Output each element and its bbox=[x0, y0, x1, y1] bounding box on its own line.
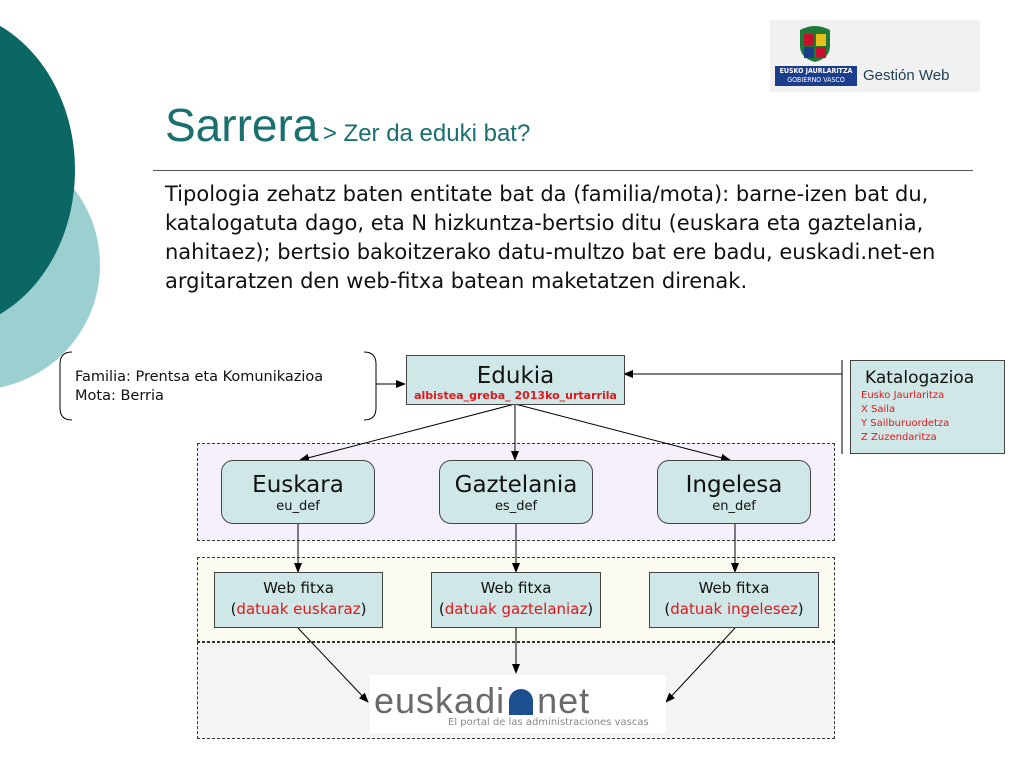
language-box-ingelesa bbox=[657, 460, 811, 524]
webfitxa-box-gaztelania bbox=[431, 572, 601, 628]
euskadi-net-logo bbox=[370, 675, 666, 733]
language-box-gaztelania bbox=[439, 460, 593, 524]
webfitxa-data: datuak euskaraz bbox=[236, 600, 361, 618]
paren-open: ( bbox=[438, 600, 445, 618]
catalog-box bbox=[850, 360, 1005, 454]
portal-dot-icon bbox=[509, 689, 533, 715]
paren-open: ( bbox=[664, 600, 671, 618]
language-code: es_def bbox=[494, 499, 538, 514]
webfitxa-data: datuak ingelesez bbox=[670, 600, 798, 618]
org-line2: GOBIERNO VASCO bbox=[787, 76, 845, 84]
portal-tagline: El portal de las administraciones vascas bbox=[448, 717, 649, 728]
catalog-item: X Saila bbox=[861, 404, 896, 415]
body-paragraph: Tipologia zehatz baten entitate bat da (familia/mota): barne-izen bat du, katalogatuta dago, eta N hizkuntza-bertsio ditu (euskara eta gaztelania, nahitaez); bertsio bakoitzerako datu-multzo bat ere badu, euskadi.net-en argitaratzen den web-fitxa batean maketatzen direnak. bbox=[165, 182, 936, 293]
webfitxa-title: Web fitxa bbox=[698, 579, 770, 597]
language-code: en_def bbox=[712, 499, 756, 514]
language-name: Gaztelania bbox=[454, 472, 578, 498]
content-id: albistea_greba_ 2013ko_urtarrila bbox=[414, 390, 617, 402]
language-box-euskara bbox=[221, 460, 375, 524]
webfitxa-title: Web fitxa bbox=[263, 579, 334, 597]
catalog-item: Z Zuzendaritza bbox=[861, 432, 937, 443]
product-name: Gestión Web bbox=[863, 67, 950, 84]
catalog-title: Katalogazioa bbox=[865, 368, 975, 388]
portal-wordmark bbox=[374, 681, 590, 721]
webfitxa-title: Web fitxa bbox=[480, 579, 552, 597]
type-label: Mota: Berria bbox=[75, 388, 164, 404]
catalog-item: Y Sailburuordetza bbox=[861, 418, 950, 429]
paren-close: ) bbox=[797, 600, 804, 618]
language-name: Ingelesa bbox=[685, 472, 783, 498]
catalog-item: Eusko Jaurlaritza bbox=[861, 390, 945, 401]
title-subtitle: > Zer da eduki bat? bbox=[322, 120, 531, 147]
title-main: Sarrera bbox=[165, 99, 319, 151]
paren-close: ) bbox=[587, 600, 594, 618]
language-code: eu_def bbox=[276, 499, 320, 514]
family-type-label bbox=[75, 368, 323, 406]
paren-close: ) bbox=[360, 600, 367, 618]
webfitxa-box-euskara bbox=[214, 572, 383, 628]
language-name: Euskara bbox=[252, 472, 344, 498]
webfitxa-data-line bbox=[432, 599, 600, 620]
family-label: Familia: Prentsa eta Komunikazioa bbox=[75, 369, 324, 385]
content-box bbox=[406, 355, 625, 405]
content-title: Edukia bbox=[476, 363, 555, 389]
webfitxa-box-ingelesa bbox=[649, 572, 819, 628]
org-line1: EUSKO JAURLARITZA bbox=[779, 67, 853, 75]
webfitxa-data-line bbox=[215, 599, 382, 620]
portal-name-b: net bbox=[537, 680, 591, 721]
webfitxa-data-line bbox=[650, 599, 818, 620]
portal-name-a: euskadi bbox=[374, 680, 506, 721]
webfitxa-data: datuak gaztelaniaz bbox=[444, 600, 588, 618]
paren-open: ( bbox=[230, 600, 237, 618]
